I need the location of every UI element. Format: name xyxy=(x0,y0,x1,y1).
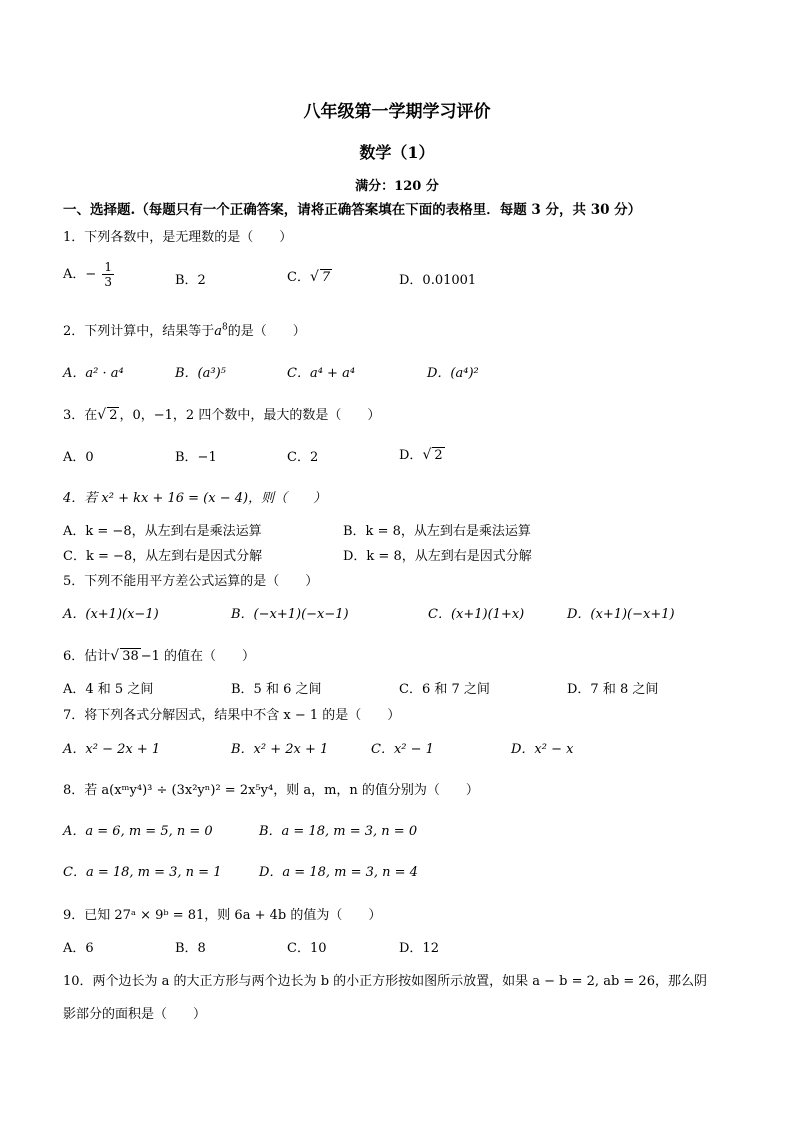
stem-text: 6．估计 xyxy=(63,649,111,664)
question-4-option-d: D．k = 8，从左到右是因式分解 xyxy=(343,549,532,564)
question-2-stem xyxy=(63,320,306,339)
question-3-option-a: A．0 xyxy=(63,450,94,465)
question-8-option-b: B．a = 18, m = 3, n = 0 xyxy=(259,824,418,839)
question-6-option-c: C．6 和 7 之间 xyxy=(399,682,490,697)
question-4-option-a: A．k = −8，从左到右是乘法运算 xyxy=(63,524,262,539)
stem-exponent: 8 xyxy=(222,322,228,333)
page-title: 八年级第一学期学习评价 xyxy=(303,102,491,122)
section-heading: 一、选择题.（每题只有一个正确答案，请将正确答案填在下面的表格里．每题 3 分，共 30 分） xyxy=(63,202,642,218)
stem-text: 的是（ ） xyxy=(227,324,306,339)
question-4-stem: 4．若 x² + kx + 16 = (x − 4)，则（ ） xyxy=(63,491,327,506)
question-8-option-d: D．a = 18, m = 3, n = 4 xyxy=(259,865,418,880)
question-8-option-c: C．a = 18, m = 3, n = 1 xyxy=(63,865,222,880)
full-score: 满分：120 分 xyxy=(355,179,439,194)
question-7-option-c: C．x² − 1 xyxy=(371,742,434,757)
fraction-numerator: 1 xyxy=(104,260,113,274)
radicand: 2 xyxy=(434,448,443,463)
radicand: 38 xyxy=(122,649,139,664)
question-5-option-b: B．(−x+1)(−x−1) xyxy=(231,607,349,622)
question-5-option-d: D．(x+1)(−x+1) xyxy=(567,607,675,622)
question-1-option-b: B．2 xyxy=(175,273,206,288)
question-6-stem xyxy=(63,645,255,664)
question-7-stem: 7．将下列各式分解因式，结果中不含 x − 1 的是（ ） xyxy=(63,708,401,723)
question-9-option-d: D．12 xyxy=(399,941,439,956)
question-9-option-b: B．8 xyxy=(175,941,206,956)
question-2-option-b: B．(a³)⁵ xyxy=(175,366,226,381)
question-1-option-a xyxy=(63,260,114,289)
question-3-option-d xyxy=(399,444,445,463)
stem-variable: a xyxy=(214,324,223,339)
question-3-stem xyxy=(63,404,380,423)
question-4-option-b: B．k = 8，从左到右是乘法运算 xyxy=(343,524,531,539)
question-6-option-b: B．5 和 6 之间 xyxy=(231,682,322,697)
question-10-stem-line1: 10．两个边长为 a 的大正方形与两个边长为 b 的小正方形按如图所示放置，如果 a − b = 2, ab = 26，那么阴 xyxy=(63,974,707,989)
question-3-option-c: C．2 xyxy=(287,450,319,465)
question-9-stem: 9．已知 27ᵃ × 9ᵇ = 81，则 6a + 4b 的值为（ ） xyxy=(63,908,382,923)
stem-text: −1 的值在（ ） xyxy=(140,649,256,664)
question-5-option-a: A．(x+1)(x−1) xyxy=(63,607,159,622)
radicand: 7 xyxy=(321,270,331,285)
question-7-option-d: D．x² − x xyxy=(511,742,574,757)
option-c-label: C． xyxy=(287,270,310,285)
question-9-option-c: C．10 xyxy=(287,941,327,956)
option-d-label: D． xyxy=(399,448,423,463)
question-10-stem-line2: 影部分的面积是（ ） xyxy=(63,1007,207,1022)
question-8-stem: 8．若 a(xᵐy⁴)³ ÷ (3x²yⁿ)² = 2x⁵y⁴，则 a，m，n 的值分别为（ ） xyxy=(63,783,479,798)
stem-text: 2．下列计算中，结果等于 xyxy=(63,324,215,339)
stem-text: ，0，−1，2 四个数中，最大的数是（ ） xyxy=(119,408,381,423)
question-8-option-a: A．a = 6, m = 5, n = 0 xyxy=(63,824,213,839)
question-2-option-c: C．a⁴ + a⁴ xyxy=(287,366,356,381)
question-2-option-a: A．a² · a⁴ xyxy=(63,366,124,381)
question-9-option-a: A．6 xyxy=(63,941,94,956)
question-7-option-b: B．x² + 2x + 1 xyxy=(231,742,329,757)
question-5-option-c: C．(x+1)(1+x) xyxy=(428,607,525,622)
page-subtitle: 数学（1） xyxy=(359,143,435,162)
question-7-option-a: A．x² − 2x + 1 xyxy=(63,742,161,757)
radical-icon: √ xyxy=(309,269,319,285)
stem-text: 3．在 xyxy=(63,408,98,423)
radical-icon: √ xyxy=(422,447,432,463)
fraction xyxy=(102,260,114,289)
question-4-option-c: C．k = −8，从左到右是因式分解 xyxy=(63,549,263,564)
option-a-label: A．− xyxy=(63,267,97,282)
question-5-stem: 5．下列不能用平方差公式运算的是（ ） xyxy=(63,574,319,589)
question-2-option-d: D．(a⁴)² xyxy=(427,366,479,381)
question-1-option-c xyxy=(287,266,332,285)
radical-icon: √ xyxy=(97,407,107,423)
radical-icon: √ xyxy=(110,648,120,664)
radicand: 2 xyxy=(109,408,118,423)
question-3-option-b: B．−1 xyxy=(175,450,217,465)
question-1-stem: 1．下列各数中，是无理数的是（ ） xyxy=(63,230,293,245)
fraction-denominator: 3 xyxy=(104,275,113,289)
question-6-option-d: D．7 和 8 之间 xyxy=(567,682,659,697)
question-1-option-d: D．0.01001 xyxy=(399,273,477,288)
question-6-option-a: A．4 和 5 之间 xyxy=(63,682,154,697)
